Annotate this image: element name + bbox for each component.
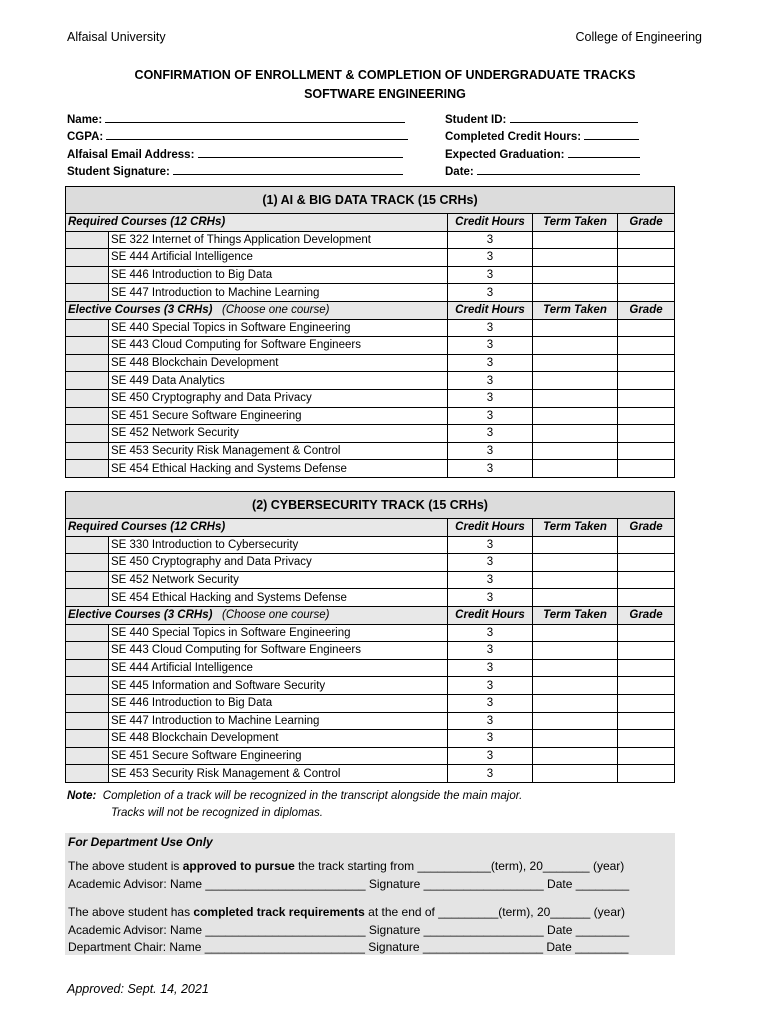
course-row bbox=[66, 624, 675, 642]
credit-hours-value: 3 bbox=[448, 389, 533, 407]
col-term-taken: Term Taken bbox=[533, 214, 618, 232]
grade-cell[interactable] bbox=[618, 460, 675, 478]
grade-cell[interactable] bbox=[618, 284, 675, 302]
track1-title: (1) AI & BIG DATA TRACK (15 CRHs) bbox=[66, 187, 675, 214]
course-row bbox=[66, 730, 675, 748]
course-name: SE 444 Artificial Intelligence bbox=[109, 249, 448, 267]
approved-bold: approved to pursue bbox=[182, 859, 295, 873]
col-term-taken: Term Taken bbox=[533, 606, 618, 624]
track1-elective-label: Elective Courses (3 CRHs) bbox=[68, 304, 213, 317]
student-id-field[interactable] bbox=[445, 111, 638, 126]
advisor-line-2[interactable]: Academic Advisor: Name ________________________ Signature __________________ Date ________ bbox=[68, 923, 630, 937]
credit-hours-line bbox=[584, 128, 639, 140]
course-name: SE 449 Data Analytics bbox=[109, 372, 448, 390]
name-field[interactable] bbox=[67, 111, 405, 126]
credit-hours-value: 3 bbox=[448, 442, 533, 460]
signature-field[interactable] bbox=[67, 163, 403, 178]
credit-hours-value: 3 bbox=[448, 624, 533, 642]
course-row bbox=[66, 659, 675, 677]
signature-line bbox=[173, 163, 403, 175]
term-taken-cell[interactable] bbox=[533, 407, 618, 425]
approved-pre: The above student is bbox=[68, 859, 183, 873]
term-taken-cell[interactable] bbox=[533, 284, 618, 302]
grade-cell[interactable] bbox=[618, 589, 675, 607]
col-grade: Grade bbox=[618, 301, 675, 319]
credit-hours-value: 3 bbox=[448, 425, 533, 443]
credit-hours-label: Completed Credit Hours: bbox=[445, 131, 582, 143]
course-name: SE 443 Cloud Computing for Software Engineers bbox=[109, 642, 448, 660]
term-taken-cell[interactable] bbox=[533, 571, 618, 589]
department-heading: For Department Use Only bbox=[68, 835, 213, 849]
track2-elective-header bbox=[66, 606, 448, 624]
row-spacer bbox=[66, 354, 109, 372]
credit-hours-value: 3 bbox=[448, 354, 533, 372]
course-name: SE 450 Cryptography and Data Privacy bbox=[109, 389, 448, 407]
course-name: SE 450 Cryptography and Data Privacy bbox=[109, 554, 448, 572]
col-term-taken: Term Taken bbox=[533, 301, 618, 319]
grade-cell[interactable] bbox=[618, 442, 675, 460]
completed-line bbox=[68, 905, 625, 919]
term-taken-cell[interactable] bbox=[533, 460, 618, 478]
expected-graduation-field[interactable] bbox=[445, 146, 640, 161]
course-name: SE 443 Cloud Computing for Software Engineers bbox=[109, 337, 448, 355]
credit-hours-value: 3 bbox=[448, 642, 533, 660]
course-name: SE 440 Special Topics in Software Engineering bbox=[109, 319, 448, 337]
course-row bbox=[66, 442, 675, 460]
grade-cell[interactable] bbox=[618, 712, 675, 730]
credit-hours-value: 3 bbox=[448, 554, 533, 572]
row-spacer bbox=[66, 571, 109, 589]
track2-required-label: Required Courses (12 CRHs) bbox=[66, 519, 448, 537]
student-id-label: Student ID: bbox=[445, 114, 507, 126]
credit-hours-value: 3 bbox=[448, 337, 533, 355]
credit-hours-field[interactable] bbox=[445, 128, 639, 143]
track2-elective-note: (Choose one course) bbox=[222, 609, 330, 622]
completed-bold: completed track requirements bbox=[193, 905, 365, 919]
course-row bbox=[66, 536, 675, 554]
course-name: SE 446 Introduction to Big Data bbox=[109, 266, 448, 284]
course-name: SE 453 Security Risk Management & Control bbox=[109, 442, 448, 460]
term-taken-cell[interactable] bbox=[533, 712, 618, 730]
cgpa-field[interactable] bbox=[67, 128, 408, 143]
grade-cell[interactable] bbox=[618, 659, 675, 677]
row-spacer bbox=[66, 747, 109, 765]
completed-post: at the end of _________(term), 20______ (year) bbox=[364, 905, 626, 919]
col-credit-hours: Credit Hours bbox=[448, 214, 533, 232]
grade-cell[interactable] bbox=[618, 624, 675, 642]
completed-pre: The above student has bbox=[68, 905, 194, 919]
course-row bbox=[66, 231, 675, 249]
credit-hours-value: 3 bbox=[448, 266, 533, 284]
grade-cell[interactable] bbox=[618, 694, 675, 712]
col-grade: Grade bbox=[618, 606, 675, 624]
track2-elective-label: Elective Courses (3 CRHs) bbox=[68, 609, 213, 622]
col-grade: Grade bbox=[618, 214, 675, 232]
row-spacer bbox=[66, 677, 109, 695]
course-row bbox=[66, 677, 675, 695]
term-taken-cell[interactable] bbox=[533, 730, 618, 748]
track1-elective-rows bbox=[66, 319, 675, 477]
form-subtitle: SOFTWARE ENGINEERING bbox=[304, 87, 466, 101]
approved-date: Approved: Sept. 14, 2021 bbox=[67, 982, 209, 996]
term-taken-cell[interactable] bbox=[533, 747, 618, 765]
course-name: SE 440 Special Topics in Software Engineering bbox=[109, 624, 448, 642]
row-spacer bbox=[66, 372, 109, 390]
credit-hours-value: 3 bbox=[448, 694, 533, 712]
row-spacer bbox=[66, 442, 109, 460]
course-row bbox=[66, 249, 675, 267]
course-name: SE 448 Blockchain Development bbox=[109, 354, 448, 372]
row-spacer bbox=[66, 642, 109, 660]
credit-hours-value: 3 bbox=[448, 677, 533, 695]
chair-line[interactable]: Department Chair: Name ________________________ Signature __________________ Date ________ bbox=[68, 940, 629, 954]
track2-required-rows bbox=[66, 536, 675, 606]
grade-cell[interactable] bbox=[618, 730, 675, 748]
note-label: Note: bbox=[67, 790, 97, 802]
grade-cell[interactable] bbox=[618, 536, 675, 554]
email-line bbox=[198, 146, 403, 158]
approved-post: the track starting from ___________(term), 20_______ (year) bbox=[294, 859, 625, 873]
track1-required-label: Required Courses (12 CRHs) bbox=[66, 214, 448, 232]
credit-hours-value: 3 bbox=[448, 712, 533, 730]
track1-elective-note: (Choose one course) bbox=[222, 304, 330, 317]
course-name: SE 322 Internet of Things Application Development bbox=[109, 231, 448, 249]
credit-hours-value: 3 bbox=[448, 284, 533, 302]
row-spacer bbox=[66, 712, 109, 730]
row-spacer bbox=[66, 389, 109, 407]
course-name: SE 447 Introduction to Machine Learning bbox=[109, 284, 448, 302]
term-taken-cell[interactable] bbox=[533, 589, 618, 607]
term-taken-cell[interactable] bbox=[533, 319, 618, 337]
track1-required-rows bbox=[66, 231, 675, 301]
term-taken-cell[interactable] bbox=[533, 554, 618, 572]
row-spacer bbox=[66, 554, 109, 572]
track2-table bbox=[65, 491, 675, 783]
col-term-taken: Term Taken bbox=[533, 519, 618, 537]
advisor-line-1[interactable]: Academic Advisor: Name ________________________ Signature __________________ Date ________ bbox=[68, 877, 630, 891]
col-grade: Grade bbox=[618, 519, 675, 537]
credit-hours-value: 3 bbox=[448, 536, 533, 554]
course-row bbox=[66, 554, 675, 572]
note-line2: Tracks will not be recognized in diplomas. bbox=[111, 807, 323, 819]
course-row bbox=[66, 694, 675, 712]
row-spacer bbox=[66, 765, 109, 783]
course-row bbox=[66, 389, 675, 407]
course-row bbox=[66, 571, 675, 589]
term-taken-cell[interactable] bbox=[533, 624, 618, 642]
course-name: SE 330 Introduction to Cybersecurity bbox=[109, 536, 448, 554]
credit-hours-value: 3 bbox=[448, 372, 533, 390]
term-taken-cell[interactable] bbox=[533, 442, 618, 460]
grade-cell[interactable] bbox=[618, 372, 675, 390]
course-name: SE 445 Information and Software Security bbox=[109, 677, 448, 695]
course-row bbox=[66, 354, 675, 372]
name-line bbox=[105, 111, 405, 123]
track2-title: (2) CYBERSECURITY TRACK (15 CRHs) bbox=[66, 492, 675, 519]
row-spacer bbox=[66, 659, 109, 677]
course-row bbox=[66, 589, 675, 607]
date-line bbox=[477, 163, 640, 175]
course-row bbox=[66, 642, 675, 660]
credit-hours-value: 3 bbox=[448, 407, 533, 425]
row-spacer bbox=[66, 266, 109, 284]
credit-hours-value: 3 bbox=[448, 460, 533, 478]
signature-label: Student Signature: bbox=[67, 166, 170, 178]
note-line1: Completion of a track will be recognized in the transcript alongside the main major. bbox=[102, 790, 523, 802]
row-spacer bbox=[66, 730, 109, 748]
course-row bbox=[66, 425, 675, 443]
date-field[interactable] bbox=[445, 163, 640, 178]
grade-cell[interactable] bbox=[618, 231, 675, 249]
credit-hours-value: 3 bbox=[448, 571, 533, 589]
course-row bbox=[66, 266, 675, 284]
row-spacer bbox=[66, 460, 109, 478]
email-field[interactable] bbox=[67, 146, 403, 161]
course-row bbox=[66, 747, 675, 765]
note bbox=[67, 790, 522, 802]
course-row bbox=[66, 712, 675, 730]
col-credit-hours: Credit Hours bbox=[448, 606, 533, 624]
credit-hours-value: 3 bbox=[448, 659, 533, 677]
credit-hours-value: 3 bbox=[448, 249, 533, 267]
row-spacer bbox=[66, 319, 109, 337]
term-taken-cell[interactable] bbox=[533, 425, 618, 443]
course-row bbox=[66, 284, 675, 302]
course-name: SE 452 Network Security bbox=[109, 425, 448, 443]
grade-cell[interactable] bbox=[618, 407, 675, 425]
term-taken-cell[interactable] bbox=[533, 659, 618, 677]
credit-hours-value: 3 bbox=[448, 231, 533, 249]
credit-hours-value: 3 bbox=[448, 730, 533, 748]
term-taken-cell[interactable] bbox=[533, 765, 618, 783]
approved-line bbox=[68, 859, 624, 873]
row-spacer bbox=[66, 249, 109, 267]
course-name: SE 446 Introduction to Big Data bbox=[109, 694, 448, 712]
credit-hours-value: 3 bbox=[448, 747, 533, 765]
course-row bbox=[66, 460, 675, 478]
grade-cell[interactable] bbox=[618, 319, 675, 337]
grade-cell[interactable] bbox=[618, 765, 675, 783]
track1-elective-header bbox=[66, 301, 448, 319]
track2-elective-rows bbox=[66, 624, 675, 782]
row-spacer bbox=[66, 694, 109, 712]
credit-hours-value: 3 bbox=[448, 589, 533, 607]
student-id-line bbox=[510, 111, 638, 123]
row-spacer bbox=[66, 624, 109, 642]
course-name: SE 452 Network Security bbox=[109, 571, 448, 589]
term-taken-cell[interactable] bbox=[533, 694, 618, 712]
name-label: Name: bbox=[67, 114, 103, 126]
term-taken-cell[interactable] bbox=[533, 642, 618, 660]
course-name: SE 444 Artificial Intelligence bbox=[109, 659, 448, 677]
form-title: CONFIRMATION OF ENROLLMENT & COMPLETION OF UNDERGRADUATE TRACKS bbox=[134, 68, 636, 82]
track1-table bbox=[65, 186, 675, 478]
grade-cell[interactable] bbox=[618, 337, 675, 355]
course-name: SE 447 Introduction to Machine Learning bbox=[109, 712, 448, 730]
term-taken-cell[interactable] bbox=[533, 372, 618, 390]
row-spacer bbox=[66, 407, 109, 425]
grade-cell[interactable] bbox=[618, 389, 675, 407]
row-spacer bbox=[66, 536, 109, 554]
grade-cell[interactable] bbox=[618, 747, 675, 765]
expected-graduation-label: Expected Graduation: bbox=[445, 149, 565, 161]
grade-cell[interactable] bbox=[618, 571, 675, 589]
course-name: SE 454 Ethical Hacking and Systems Defense bbox=[109, 460, 448, 478]
expected-graduation-line bbox=[568, 146, 640, 158]
grade-cell[interactable] bbox=[618, 249, 675, 267]
course-row bbox=[66, 372, 675, 390]
course-row bbox=[66, 319, 675, 337]
cgpa-line bbox=[106, 128, 408, 140]
course-row bbox=[66, 337, 675, 355]
term-taken-cell[interactable] bbox=[533, 231, 618, 249]
term-taken-cell[interactable] bbox=[533, 677, 618, 695]
row-spacer bbox=[66, 425, 109, 443]
credit-hours-value: 3 bbox=[448, 765, 533, 783]
grade-cell[interactable] bbox=[618, 354, 675, 372]
term-taken-cell[interactable] bbox=[533, 389, 618, 407]
grade-cell[interactable] bbox=[618, 554, 675, 572]
course-name: SE 448 Blockchain Development bbox=[109, 730, 448, 748]
term-taken-cell[interactable] bbox=[533, 337, 618, 355]
term-taken-cell[interactable] bbox=[533, 354, 618, 372]
grade-cell[interactable] bbox=[618, 266, 675, 284]
grade-cell[interactable] bbox=[618, 642, 675, 660]
term-taken-cell[interactable] bbox=[533, 536, 618, 554]
col-credit-hours: Credit Hours bbox=[448, 301, 533, 319]
row-spacer bbox=[66, 231, 109, 249]
term-taken-cell[interactable] bbox=[533, 266, 618, 284]
row-spacer bbox=[66, 337, 109, 355]
grade-cell[interactable] bbox=[618, 677, 675, 695]
course-name: SE 451 Secure Software Engineering bbox=[109, 747, 448, 765]
col-credit-hours: Credit Hours bbox=[448, 519, 533, 537]
course-name: SE 451 Secure Software Engineering bbox=[109, 407, 448, 425]
college-name: College of Engineering bbox=[575, 30, 702, 44]
course-row bbox=[66, 765, 675, 783]
university-name: Alfaisal University bbox=[67, 30, 166, 44]
row-spacer bbox=[66, 284, 109, 302]
cgpa-label: CGPA: bbox=[67, 131, 104, 143]
row-spacer bbox=[66, 589, 109, 607]
credit-hours-value: 3 bbox=[448, 319, 533, 337]
date-label: Date: bbox=[445, 166, 474, 178]
course-row bbox=[66, 407, 675, 425]
email-label: Alfaisal Email Address: bbox=[67, 149, 195, 161]
course-name: SE 453 Security Risk Management & Control bbox=[109, 765, 448, 783]
grade-cell[interactable] bbox=[618, 425, 675, 443]
course-name: SE 454 Ethical Hacking and Systems Defense bbox=[109, 589, 448, 607]
term-taken-cell[interactable] bbox=[533, 249, 618, 267]
